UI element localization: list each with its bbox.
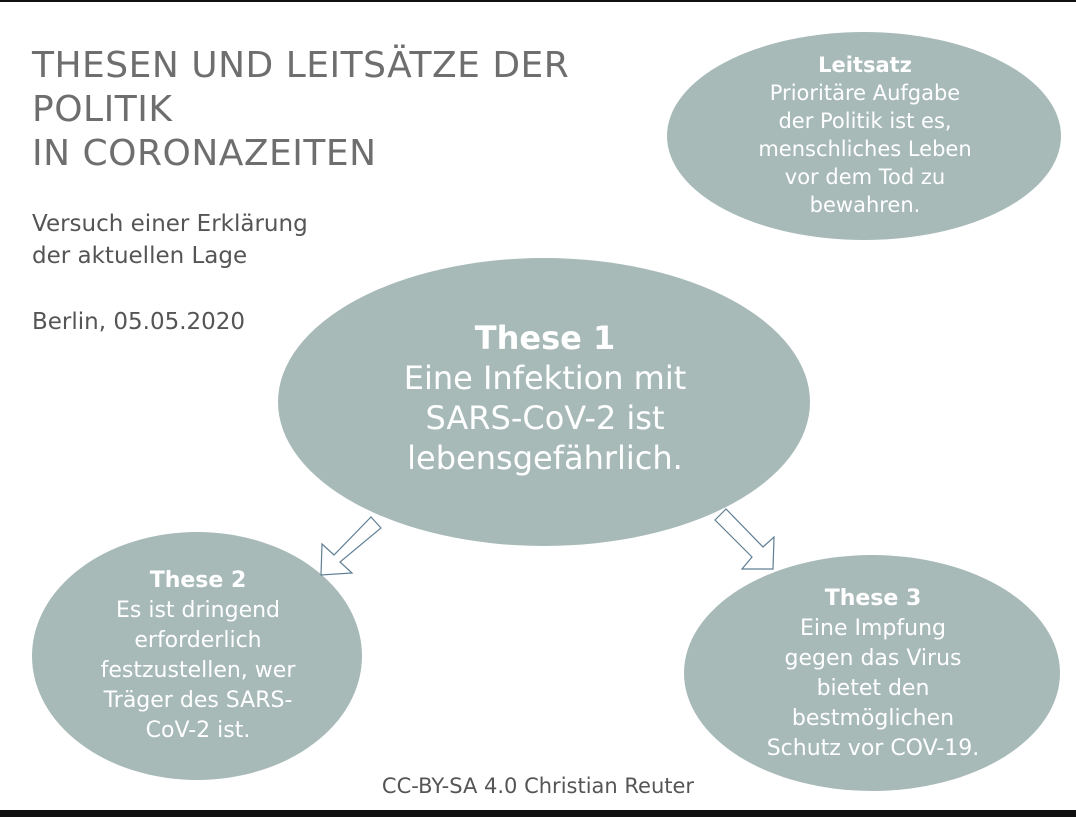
leitsatz-line: vor dem Tod zu	[784, 165, 946, 189]
these3-line: gegen das Virus	[784, 646, 962, 671]
title-line-1: THESEN UND LEITSÄTZE DER	[32, 45, 570, 86]
these1-line: SARS-CoV-2 ist	[425, 399, 665, 437]
arrow-to-these3	[715, 509, 774, 569]
these1-text	[330, 318, 760, 478]
these1-heading: These 1	[474, 319, 616, 357]
these2-line: Träger des SARS-	[103, 688, 293, 713]
these2-text	[60, 566, 336, 746]
leitsatz-line: bewahren.	[809, 193, 921, 217]
leitsatz-line: menschliches Leben	[758, 137, 972, 161]
these2-heading: These 2	[149, 568, 247, 593]
these3-line: Schutz vor COV-19.	[766, 736, 980, 761]
these1-line: lebensgefährlich.	[407, 439, 683, 477]
leitsatz-line: Prioritäre Aufgabe	[769, 81, 961, 105]
these2-line: CoV-2 ist.	[145, 718, 251, 743]
these2-line: Es ist dringend	[115, 598, 281, 623]
leitsatz-line: der Politik ist es,	[778, 109, 952, 133]
these2-line: erforderlich	[134, 628, 262, 653]
dateline: Berlin, 05.05.2020	[32, 309, 246, 335]
these1-line: Eine Infektion mit	[403, 359, 687, 397]
bottom-border	[0, 810, 1076, 817]
leitsatz-heading: Leitsatz	[818, 53, 912, 77]
these3-text	[712, 584, 1034, 764]
these3-line: bestmöglichen	[791, 706, 955, 731]
these2-line: festzustellen, wer	[100, 658, 296, 683]
subtitle-line-2: der aktuellen Lage	[32, 243, 248, 269]
leitsatz-text	[700, 51, 1030, 219]
license-footer: CC-BY-SA 4.0 Christian Reuter	[381, 774, 695, 798]
title-line-3: IN CORONAZEITEN	[32, 133, 377, 174]
these3-line: bietet den	[816, 676, 930, 701]
these3-line: Eine Impfung	[800, 616, 946, 641]
title-line-2: POLITIK	[32, 89, 173, 130]
subtitle-line-1: Versuch einer Erklärung	[32, 211, 308, 237]
these3-heading: These 3	[824, 586, 922, 611]
